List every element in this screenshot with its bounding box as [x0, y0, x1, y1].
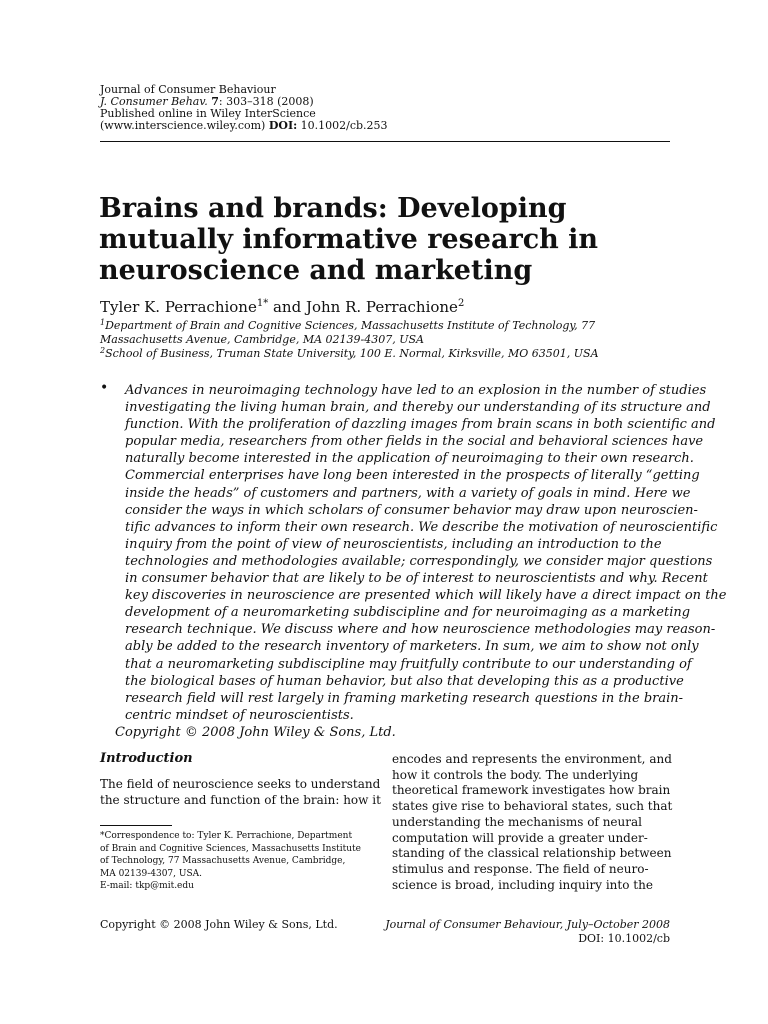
- footnote-line: MA 02139-4307, USA.: [100, 868, 202, 879]
- correspondence-footnote: [100, 830, 380, 893]
- affiliation-1-line-1: Department of Brain and Cognitive Sciences, Massachusetts Institute of Technology, 77: [105, 319, 596, 332]
- introduction-paragraph-left: [100, 776, 380, 808]
- journal-abbrev: J. Consumer Behav.: [100, 95, 208, 108]
- affiliation-2: [100, 347, 670, 361]
- body-line: understanding the mechanisms of neural: [392, 814, 642, 829]
- footer-copyright: Copyright © 2008 John Wiley & Sons, Ltd.: [100, 918, 338, 931]
- abstract-line: the biological bases of human behavior, but also that developing this as a productive: [125, 673, 684, 689]
- abstract-line: consider the ways in which scholars of consumer behavior may draw upon neuroscien-: [125, 502, 698, 518]
- abstract-line: tific advances to inform their own research. We describe the motivation of neuroscientific: [125, 519, 718, 535]
- doi-label: DOI:: [268, 119, 298, 132]
- abstract-line: that a neuromarketing subdiscipline may fruitfully contribute to our understanding of: [125, 656, 692, 672]
- abstract-line: naturally become interested in the application of neuroimaging to their own research.: [125, 451, 694, 467]
- abstract-line: function. With the proliferation of dazzling images from brain scans in both scientific and: [125, 417, 716, 433]
- doi-value[interactable]: 10.1002/cb.253: [300, 119, 388, 132]
- abstract-line: inside the heads” of customers and partners, with a variety of goals in mind. Here we: [125, 485, 691, 501]
- introduction-heading: Introduction: [100, 751, 193, 766]
- abstract-line: investigating the living human brain, and thereby our understanding of its structure and: [125, 400, 711, 416]
- affiliation-2-line-1: School of Business, Truman State University, 100 E. Normal, Kirksville, MO 63501, USA: [105, 347, 599, 360]
- title-line-3: neuroscience and marketing: [99, 255, 533, 286]
- abstract-line: centric mindset of neuroscientists.: [125, 707, 354, 723]
- body-line: stimulus and response. The field of neuro-: [392, 861, 649, 876]
- abstract-line: research technique. We discuss where and how neuroscience methodologies may reason-: [125, 622, 716, 638]
- abstract-copyright: Copyright © 2008 John Wiley & Sons, Ltd.: [115, 724, 396, 740]
- author-2: John R. Perrachione: [305, 298, 458, 316]
- abstract-line: research field will rest largely in framing marketing research questions in the brain-: [125, 690, 684, 706]
- abstract-line: key discoveries in neuroscience are presented which will likely have a direct impact on the: [125, 588, 727, 604]
- body-line: the structure and function of the brain: how it: [100, 793, 381, 807]
- published-online: Published online in Wiley InterScience: [100, 107, 316, 120]
- affiliations: [100, 319, 670, 361]
- author-joiner: and: [268, 298, 306, 316]
- abstract-line: ably be added to the research inventory of marketers. In sum, we aim to show not only: [125, 639, 699, 655]
- body-line: states give rise to behavioral states, such that: [392, 799, 673, 814]
- left-column: [100, 751, 380, 808]
- abstract-line: popular media, researchers from other fields in the social and behavioral sciences have: [125, 434, 704, 450]
- journal-header: [100, 84, 668, 132]
- body-line: computation will provide a greater under-: [392, 830, 648, 845]
- footer-doi: DOI: 10.1002/cb: [578, 931, 670, 945]
- body-line: how it controls the body. The underlying: [392, 767, 639, 782]
- footer-journal-info: [360, 918, 670, 945]
- affiliation-1-marker: 1: [100, 318, 106, 327]
- pages-year: : 303–318 (2008): [218, 95, 314, 108]
- header-rule: [100, 141, 670, 142]
- abstract-line: technologies and methodologies available; correspondingly, we consider major questions: [125, 553, 713, 569]
- affiliation-2-marker: 2: [100, 346, 106, 355]
- title-line-2: mutually informative research in: [99, 224, 599, 255]
- footnote-line: of Brain and Cognitive Sciences, Massachusetts Institute: [100, 843, 361, 854]
- author-1: Tyler K. Perrachione: [100, 298, 257, 316]
- right-column: [392, 752, 672, 893]
- abstract: [115, 382, 727, 741]
- author-2-affil: 2: [457, 298, 465, 309]
- footnote-line: *Correspondence to: Tyler K. Perrachione, Department: [100, 831, 353, 841]
- abstract-line: Advances in neuroimaging technology have led to an explosion in the number of studies: [125, 383, 707, 398]
- affiliation-1-line-2: Massachusetts Avenue, Cambridge, MA 02139-4307, USA: [100, 333, 424, 346]
- journal-name: Journal of Consumer Behaviour: [100, 83, 276, 96]
- body-line: science is broad, including inquiry into the: [392, 877, 653, 892]
- interscience-url[interactable]: (www.interscience.wiley.com): [100, 119, 266, 132]
- body-line: theoretical framework investigates how brain: [392, 783, 671, 798]
- body-line: encodes and represents the environment, and: [392, 752, 672, 766]
- abstract-bullet: •: [100, 380, 109, 396]
- abstract-line: inquiry from the point of view of neuroscientists, including an introduction to the: [125, 536, 662, 552]
- body-line: The field of neuroscience seeks to understand: [100, 777, 381, 791]
- abstract-line: Commercial enterprises have long been interested in the prospects of literally “getting: [125, 468, 700, 484]
- footer-journal: Journal of Consumer Behaviour, July–October 2008: [385, 918, 670, 931]
- url-doi-line: [100, 120, 668, 132]
- abstract-line: development of a neuromarketing subdiscipline and for neuroimaging as a marketing: [125, 605, 691, 621]
- footnote-rule: [100, 825, 172, 826]
- footnote-line: of Technology, 77 Massachusetts Avenue, Cambridge,: [100, 856, 346, 867]
- abstract-line: in consumer behavior that are likely to be of interest to neuroscientists and why. Recent: [125, 571, 708, 587]
- article-title: [99, 193, 669, 286]
- body-line: standing of the classical relationship between: [392, 846, 672, 861]
- volume-number: 7: [211, 95, 219, 108]
- title-line-1: Brains and brands: Developing: [99, 193, 567, 224]
- author-1-affil: 1*: [256, 298, 269, 309]
- footnote-email[interactable]: E-mail: tkp@mit.edu: [100, 881, 194, 892]
- author-list: [100, 298, 670, 316]
- affiliation-1: [100, 319, 670, 333]
